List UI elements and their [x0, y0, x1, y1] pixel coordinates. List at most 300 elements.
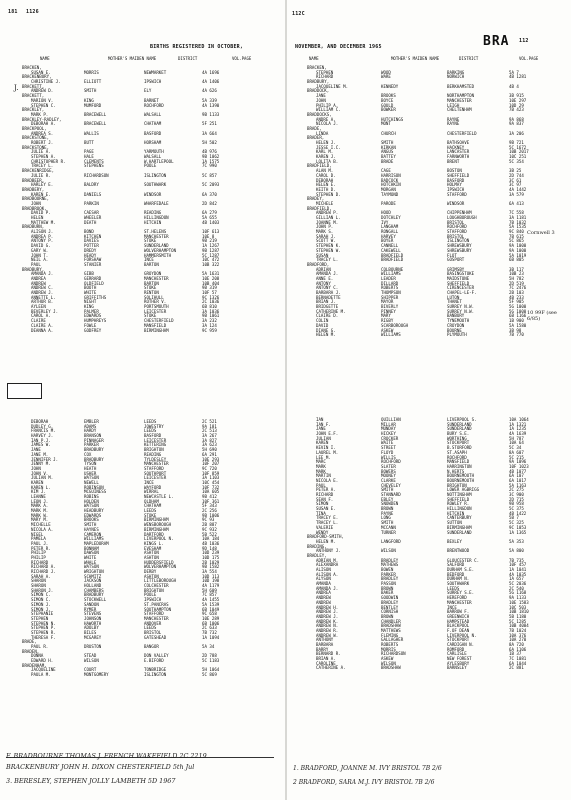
- entry-district: DON VALLEY: [144, 653, 169, 659]
- entry-mother-maiden-name: EMBLER: [84, 419, 99, 424]
- entry-district: CROYDON: [447, 322, 465, 328]
- entry-district: SURREY S.E.: [447, 590, 475, 596]
- entry-district: WINDSOR: [144, 191, 162, 197]
- entry-name: BRADEN,: [22, 648, 40, 654]
- entry-name: RICHARD J.: [31, 569, 56, 574]
- entry-name: CATHERINE A.: [316, 665, 346, 671]
- entry-name: ANDREW N.: [316, 623, 339, 629]
- entry-name: MATTHEW M.: [31, 219, 56, 225]
- entry-vol-page: 10E 208: [202, 275, 220, 281]
- entry-district: HAMMERSMITH: [144, 252, 172, 258]
- entry-district: DURHAM N.: [447, 576, 470, 582]
- entry-name: MARK S.: [316, 229, 334, 235]
- entry-mother-maiden-name: ADAMS: [84, 423, 97, 429]
- entry-mother-maiden-name: BALDRY: [84, 182, 99, 188]
- entry-district: WOLVERHAMPTON: [144, 564, 177, 570]
- entry-name: SHARON: [31, 583, 46, 589]
- entry-name: EDWARD H.: [31, 658, 54, 664]
- entry-district: KETTERING: [144, 442, 167, 448]
- entry-name: SHARON J.: [31, 587, 54, 593]
- entry-district: AYLESBURY: [447, 660, 470, 666]
- entry-vol-page: 6B 1166: [509, 313, 527, 319]
- entry-vol-page: 5G 1168: [509, 590, 527, 596]
- entry-vol-page: 1B 900: [509, 318, 524, 324]
- entry-district: ASHTON: [144, 554, 159, 560]
- entry-mother-maiden-name: MONT: [381, 121, 391, 127]
- entry-name: BRIDGETTE: [316, 304, 339, 310]
- entry-vol-page: 9A 181: [202, 423, 217, 429]
- entry-vol-page: 4A 1442: [509, 186, 527, 192]
- entry-vol-page: 2C 540: [509, 585, 524, 591]
- entry-mother-maiden-name: SMITH: [381, 520, 394, 526]
- entry-district: POOLE: [144, 592, 157, 598]
- entry-district: SOLIHULL: [144, 294, 164, 300]
- entry-name: BRADBOURNE,: [22, 196, 50, 202]
- entry-vol-page: 3B 98: [509, 327, 522, 333]
- entry-mother-maiden-name: BRADLEY: [381, 557, 399, 563]
- entry-vol-page: 4A 1639: [509, 431, 527, 437]
- entry-name: SEAN F.: [316, 496, 334, 502]
- entry-name: BRACKLEY-RADLEY,: [22, 116, 62, 122]
- entry-name: MARK: [316, 463, 326, 469]
- entry-district: HOLMAY: [447, 182, 462, 188]
- entry-district: BASFORD: [144, 130, 162, 136]
- entry-mother-maiden-name: HAWORTH: [84, 620, 102, 626]
- entry-district: WAYFORD: [144, 484, 162, 490]
- entry-mother-maiden-name: CAMERON: [84, 531, 102, 537]
- entry-district: CHIPPENHAM: [447, 210, 472, 216]
- entry-mother-maiden-name: LONG: [381, 515, 391, 521]
- entry-vol-page: 7B 1024: [509, 627, 527, 633]
- entry-mother-maiden-name: CORNISH: [381, 609, 399, 615]
- entry-name: JANE: [316, 93, 326, 99]
- entry-vol-page: 3A 232: [202, 318, 217, 324]
- entry-vol-page: 10F 57: [202, 290, 217, 295]
- entry-vol-page: 3A 623: [202, 442, 217, 448]
- entry-name: BRACKETT,: [22, 83, 45, 89]
- entry-name: JENNY M.: [31, 461, 51, 467]
- margin-note-right-2: Cornwell 3: [527, 230, 555, 236]
- entry-mother-maiden-name: BROWN: [381, 506, 394, 512]
- entry-name: SHARON: [31, 578, 46, 584]
- entry-name: DEBORAH: [316, 177, 334, 183]
- entry-vol-page: 1A 1575: [202, 158, 220, 164]
- entry-district: FARNWORTH: [447, 154, 470, 160]
- entry-district: HITCHIN: [144, 219, 162, 225]
- entry-district: MANSFIELD: [144, 322, 167, 328]
- entry-vol-page: 1A 1321: [509, 421, 527, 427]
- entry-mother-maiden-name: BOND: [84, 229, 94, 235]
- entry-vol-page: 5C 375: [509, 506, 524, 512]
- entry-vol-page: 5C 1672: [509, 144, 527, 150]
- entry-mother-maiden-name: WILSON: [381, 660, 396, 666]
- entry-district: STAFFORD: [447, 229, 467, 235]
- entry-vol-page: 5H 782: [509, 275, 524, 281]
- entry-district: SOUTHPORT: [144, 470, 167, 476]
- entry-district: STOCKPORT: [447, 637, 470, 643]
- entry-vol-page: 10F 457: [509, 562, 527, 568]
- entry-district: OLDHAM: [144, 498, 159, 504]
- entry-name: JENNIFER J.: [31, 456, 59, 462]
- entry-name: SARAH A.: [31, 573, 51, 579]
- entry-name: GILLIAN L.: [316, 215, 341, 220]
- entry-mother-maiden-name: BRADSHAW: [381, 623, 401, 629]
- entry-name: MARTIN: [316, 473, 331, 479]
- entry-district: LITTLEBOROUGH: [144, 578, 177, 584]
- entry-mother-maiden-name: BRACEWELL: [84, 121, 107, 127]
- entry-mother-maiden-name: BENTLEY: [381, 604, 399, 610]
- entry-mother-maiden-name: CAGE: [381, 168, 391, 174]
- entry-name: ANDREW: [316, 599, 331, 605]
- entry-name: CHRISTINE J.: [31, 79, 61, 85]
- entry-vol-page: 5A 1019: [509, 252, 527, 258]
- entry-name: BEVERLEY J.: [31, 308, 59, 314]
- entry-vol-page: 10B 322: [202, 261, 220, 267]
- right-top-entries: [307, 65, 561, 338]
- entry-mother-maiden-name: BRADBURY: [84, 447, 104, 453]
- entry-district: LIVERPOOL N.: [447, 632, 477, 638]
- entry-district: GROYDON: [144, 271, 162, 277]
- entry-name: BRADFORD,: [307, 261, 330, 267]
- entry-mother-maiden-name: MUMFORD: [84, 102, 102, 108]
- register-entry: [311, 666, 561, 671]
- entry-district: MANCHESTER: [144, 275, 169, 281]
- entry-mother-maiden-name: HUTCHINGS: [381, 116, 404, 122]
- entry-vol-page: 10B 2017: [509, 149, 529, 155]
- entry-district: BARTON: [144, 280, 159, 286]
- entry-mother-maiden-name: HOOD: [381, 210, 391, 216]
- entry-district: SHEFFIELD: [447, 280, 470, 286]
- entry-mother-maiden-name: PINNEY: [381, 308, 396, 314]
- entry-mother-maiden-name: BOWEN: [381, 567, 394, 572]
- entry-vol-page: 5C 2036: [509, 581, 527, 587]
- entry-name: BRIAN A.: [316, 656, 336, 662]
- entry-district: BASFORD: [447, 177, 465, 183]
- entry-district: LEICESTER: [144, 437, 167, 443]
- entry-mother-maiden-name: DOTCHLEY: [381, 215, 401, 220]
- entry-vol-page: 5A 1539: [202, 601, 220, 607]
- entry-vol-page: 7C 857: [202, 592, 217, 598]
- entry-mother-maiden-name: WHITE: [84, 290, 97, 295]
- entry-district: NOTTINGHAM: [447, 492, 472, 497]
- entry-vol-page: 9C 840: [509, 229, 524, 235]
- entry-vol-page: 3A 664: [202, 130, 217, 136]
- entry-name: STEPHEN W.: [316, 247, 341, 253]
- entry-name: BARBARA J.: [316, 290, 341, 295]
- entry-name: AMANDA J.: [316, 585, 339, 591]
- entry-mother-maiden-name: POTTER: [84, 243, 99, 249]
- entry-mother-maiden-name: THOMPSON: [381, 290, 401, 295]
- entry-mother-maiden-name: BUTT: [84, 140, 94, 145]
- entry-name: ANDREW D.: [31, 88, 54, 94]
- entry-name: HARVEY J.: [31, 433, 54, 439]
- entry-vol-page: 2C 256: [202, 508, 217, 514]
- entry-name: LEE M.: [316, 454, 331, 460]
- entry-district: BOURNEMOUTH: [447, 473, 475, 479]
- entry-mother-maiden-name: BILES: [84, 629, 97, 635]
- entry-district: BOSTON: [447, 168, 462, 174]
- entry-mother-maiden-name: CHANDLER: [381, 618, 401, 624]
- entry-district: SHEFFIELD: [447, 172, 470, 178]
- entry-mother-maiden-name: SMITH: [381, 140, 394, 145]
- register-entry: [26, 329, 262, 334]
- entry-vol-page: 1A 1041: [509, 567, 527, 572]
- entry-district: HEREFORD: [447, 595, 467, 601]
- entry-district: BIRMINGHAM: [447, 524, 472, 530]
- entry-district: SUNDERLAND: [144, 243, 169, 249]
- entry-name: BRACKEN,: [307, 65, 327, 70]
- entry-district: NORTHAMPTON: [447, 93, 475, 99]
- entry-name: KAREN J.: [316, 154, 336, 160]
- right-volume: 112: [519, 38, 529, 44]
- entry-mother-maiden-name: CHAMBERS: [84, 587, 104, 593]
- entry-mother-maiden-name: RONGALL: [381, 229, 399, 235]
- entry-vol-page: 2C 1036: [202, 299, 220, 305]
- entry-mother-maiden-name: SMITH: [84, 522, 97, 528]
- entry-vol-page: 3A 206: [509, 130, 524, 136]
- entry-vol-page: 5C 1287: [202, 252, 220, 258]
- entry-name: ARTHUR B.: [31, 299, 54, 305]
- entry-name: JANE M.: [31, 451, 49, 457]
- entry-vol-page: 9B 1582: [202, 564, 220, 570]
- entry-district: TYNEMOUTH: [447, 318, 470, 324]
- entry-district: HILLINGDON: [144, 215, 169, 220]
- entry-district: BARTON: [144, 261, 159, 267]
- entry-mother-maiden-name: CLARKE: [381, 477, 396, 483]
- entry-vol-page: 5A 353: [509, 538, 524, 544]
- entry-vol-page: 5B 1180: [509, 613, 527, 619]
- entry-mother-maiden-name: ROBERTS: [381, 285, 399, 291]
- entry-vol-page: 8A 720: [509, 642, 524, 647]
- margin-note-right-1: 10 99F (see 6/85): [527, 310, 557, 322]
- entry-name: PAUL J.: [31, 540, 49, 546]
- entry-name: ADRIAN M.: [316, 557, 339, 563]
- entry-name: BRADE,: [22, 639, 37, 645]
- entry-mother-maiden-name: PAGE: [84, 149, 94, 155]
- entry-district: LEEDS: [447, 585, 460, 591]
- entry-mother-maiden-name: BRADSHAW: [381, 665, 401, 671]
- entry-district: ROMFORD: [447, 646, 465, 652]
- entry-mother-maiden-name: KIRKAN: [381, 144, 396, 150]
- entry-name: NICOLA E.: [316, 477, 339, 483]
- entry-mother-maiden-name: SMITH: [84, 88, 97, 94]
- entry-district: TYLDESLEY: [144, 456, 167, 462]
- entry-district: CHATHAM: [144, 503, 162, 509]
- entry-name: MARK A.: [31, 503, 49, 509]
- entry-district: STOKE: [144, 285, 157, 291]
- entry-district: SOUTHAMPTON: [144, 606, 172, 612]
- entry-vol-page: 5C 1183: [202, 658, 220, 664]
- entry-vol-page: 10F 859: [202, 470, 220, 476]
- entry-district: E.BIFORD: [144, 658, 164, 664]
- entry-mother-maiden-name: EDWARDS: [84, 313, 102, 319]
- entry-name: DUDLEY G.: [31, 423, 54, 429]
- entry-vol-page: 3C 900: [509, 492, 524, 497]
- entry-vol-page: 9C 658: [202, 611, 217, 617]
- entry-vol-page: 5C 1285: [509, 618, 527, 624]
- entry-mother-maiden-name: DRUSTON: [84, 644, 102, 649]
- entry-name: CAROL D.: [316, 172, 336, 178]
- entry-name: HELEN: [31, 215, 44, 220]
- entry-district: WOLVERHAMPTON: [144, 247, 177, 253]
- entry-name: BRACKENBURY,: [22, 74, 52, 80]
- entry-name: TRACEY E.: [316, 515, 339, 521]
- entry-vol-page: 10C 472: [202, 257, 220, 263]
- entry-name: BARRY: [316, 646, 329, 652]
- entry-district: HUDDERSFIELD: [144, 559, 174, 565]
- entry-vol-page: 2C 881: [509, 665, 524, 671]
- entry-vol-page: 5A 1580: [509, 322, 527, 328]
- entry-mother-maiden-name: BOYCE: [381, 97, 394, 103]
- entry-vol-page: 7B 732: [202, 629, 217, 635]
- entry-name: JOANNE M.: [316, 219, 339, 225]
- entry-vol-page: 9C 1053: [509, 524, 527, 530]
- entry-vol-page: 3A 267: [202, 433, 217, 439]
- entry-vol-page: 5A 339: [202, 97, 217, 103]
- entry-vol-page: 1A 657: [509, 576, 524, 582]
- entry-name: ANNE E.: [316, 275, 334, 281]
- entry-district: HORSHAM: [144, 140, 162, 145]
- entry-district: IPSWICH: [447, 186, 465, 192]
- entry-vol-page: 5A 1631: [202, 271, 220, 277]
- entry-name: BRACKEN,: [22, 65, 42, 70]
- col-header-district: DISTRICT: [178, 56, 198, 61]
- entry-name: DAVID: [316, 322, 329, 328]
- entry-vol-page: 3A 1036: [202, 308, 220, 314]
- entry-name: JANE: [316, 426, 326, 432]
- entry-name: JOHN T.: [31, 252, 49, 258]
- entry-name: MICHELE: [316, 200, 334, 206]
- entry-name: SIMON J.: [31, 606, 51, 612]
- entry-vol-page: 9A 1000: [509, 247, 527, 253]
- entry-district: ST.PANCRAS: [144, 601, 169, 607]
- entry-district: LEIGH: [447, 102, 460, 108]
- entry-district: SUNDERLAND: [447, 421, 472, 427]
- entry-mother-maiden-name: KING: [84, 97, 94, 103]
- redaction-box-left: [7, 383, 42, 399]
- entry-name: BERNARD R.: [316, 651, 341, 657]
- entry-district: COLCHESTER: [144, 583, 169, 589]
- entry-mother-maiden-name: PARKER: [84, 442, 99, 448]
- entry-vol-page: 5C 325: [509, 520, 524, 526]
- entry-name: ALEXANDRA: [316, 562, 339, 568]
- entry-vol-page: 4B 233: [509, 294, 524, 300]
- entry-district: DURHAM S.E.: [447, 567, 475, 572]
- entry-mother-maiden-name: BRADLEY: [381, 576, 399, 582]
- entry-district: ST.ASAPH: [447, 449, 467, 455]
- left-top-entries: [22, 65, 262, 333]
- entry-district: CHELTENHAM: [447, 107, 472, 113]
- left-bottom-entries: [22, 419, 262, 678]
- entry-mother-maiden-name: LEADER: [381, 275, 396, 281]
- entry-vol-page: 9C 932: [202, 526, 217, 532]
- entry-district: CARLISLE: [447, 651, 467, 657]
- entry-mother-maiden-name: KITCHEN: [84, 233, 102, 239]
- entry-name: BRIAN J.: [316, 299, 336, 305]
- entry-name: BRADER,: [307, 135, 325, 141]
- entry-vol-page: 5C 34: [509, 445, 522, 451]
- entry-name: PAMELA: [31, 536, 46, 542]
- entry-vol-page: 5C 865: [509, 238, 524, 244]
- entry-mother-maiden-name: CROCKER: [381, 435, 399, 441]
- entry-mother-maiden-name: HARRISON: [381, 172, 401, 178]
- entry-district: CHATHAM: [144, 121, 162, 127]
- col-header-name: NAME: [40, 56, 50, 61]
- entry-name: DIANE G.: [316, 327, 336, 333]
- entry-vol-page: 3A 827: [202, 437, 217, 443]
- entry-vol-page: 10B 4004: [509, 623, 529, 629]
- entry-vol-page: 9D 148: [202, 545, 217, 551]
- entry-name: JACQUELINE M.: [316, 83, 349, 89]
- entry-name: NEIL A.: [31, 257, 49, 263]
- entry-name: HELEN M.: [316, 538, 336, 544]
- entry-district: BRIGHTON: [447, 482, 467, 488]
- entry-district: HACKNEY: [447, 144, 465, 150]
- entry-name: BRADBURN,: [22, 224, 45, 230]
- entry-district: MANCHESTER: [447, 599, 472, 605]
- entry-name: STEPHEN C.: [31, 102, 56, 108]
- entry-district: WHARFEDALE: [144, 200, 169, 206]
- entry-mother-maiden-name: PARKER: [381, 571, 396, 577]
- entry-name: DEBORAH: [31, 419, 49, 424]
- entry-name: MARK W.: [31, 512, 49, 518]
- entry-vol-page: 10C 454: [202, 479, 220, 485]
- entry-vol-page: 3B 117: [509, 266, 524, 272]
- entry-vol-page: 10B 404: [202, 280, 220, 286]
- entry-vol-page: 9C 93: [202, 517, 215, 523]
- entry-mother-maiden-name: HALE: [84, 154, 94, 160]
- entry-district: BRENT: [447, 158, 460, 164]
- entry-vol-page: 1A 1235: [509, 426, 527, 432]
- entry-district: INCE: [144, 479, 154, 485]
- entry-name: ANDREW C.: [31, 285, 54, 291]
- entry-vol-page: 2D 715: [509, 496, 524, 502]
- entry-name: PHILIP A.: [316, 102, 339, 108]
- entry-district: EVESHAM: [144, 545, 162, 551]
- entry-district: BIRMINGHAM: [144, 517, 169, 523]
- entry-vol-page: 10A 270: [509, 637, 527, 643]
- entry-district: BANBURY: [447, 313, 465, 319]
- entry-mother-maiden-name: QUILLIAN: [381, 417, 401, 422]
- entry-district: SURREY N.W.: [447, 308, 475, 314]
- entry-name: ANTHONY: [316, 637, 334, 643]
- entry-mother-maiden-name: WARE: [381, 74, 391, 80]
- entry-district: DERBY: [144, 569, 157, 574]
- entry-vol-page: 8A 607: [509, 449, 524, 455]
- entry-name: ANDREW J.: [316, 609, 339, 615]
- entry-name: ANTHONY J.: [316, 548, 341, 554]
- entry-district: BEDFORD: [447, 571, 465, 577]
- entry-name: DONNA: [31, 653, 44, 659]
- entry-district: BIRMINGHAM: [144, 327, 169, 333]
- entry-district: READING: [144, 210, 162, 216]
- entry-name: ANTONY C.: [316, 285, 339, 291]
- entry-mother-maiden-name: HOLDEN: [84, 498, 99, 504]
- entry-vol-page: 1A 1365: [509, 529, 527, 535]
- entry-vol-page: 5G 1000: [509, 304, 527, 310]
- entry-name: BRADENHAM,: [22, 662, 47, 668]
- entry-district: READING: [144, 451, 162, 457]
- entry-mother-maiden-name: KENNEDY: [381, 83, 399, 89]
- entry-name: RICHARD A.: [31, 564, 56, 570]
- entry-mother-maiden-name: HEADBURY: [84, 508, 104, 514]
- right-page-number: 112C: [292, 11, 305, 17]
- entry-district: STOCKPORT: [447, 440, 470, 446]
- entry-district: BLACKPOOL: [447, 623, 470, 629]
- entry-name: MARK P.: [31, 111, 49, 117]
- entry-mother-maiden-name: LANGFORD: [381, 538, 401, 544]
- entry-name: JOHN E.F.: [316, 431, 339, 437]
